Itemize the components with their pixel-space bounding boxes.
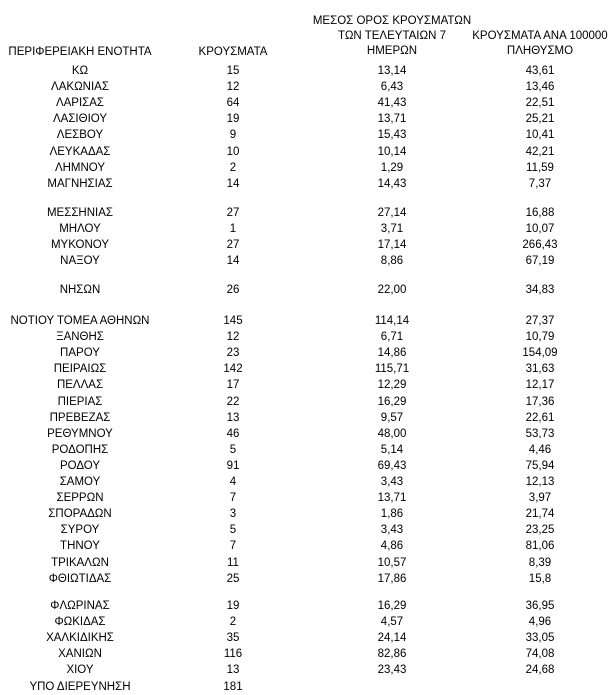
region-cell: ΚΩ: [71, 65, 89, 77]
cases-cell: 7: [229, 492, 237, 505]
region-cell: ΝΗΣΩΝ: [59, 284, 101, 296]
region-cell: ΜΑΓΝΗΣΙΑΣ: [47, 177, 113, 190]
table-row: [0, 329, 614, 345]
avg-cell: 10,57: [377, 556, 407, 569]
cases-cell: 22: [226, 395, 240, 408]
table-row: [0, 111, 614, 127]
region-cell: ΛΑΡΙΣΑΣ: [55, 97, 105, 110]
table-row: [0, 538, 614, 554]
avg-cell: 24,14: [377, 632, 407, 645]
avg-cell: 41,43: [377, 97, 407, 110]
table-row: [0, 394, 614, 410]
per100k-cell: 31,63: [525, 363, 555, 376]
table-row: [0, 237, 614, 253]
avg-cell: 8,86: [380, 255, 404, 268]
region-cell: ΣΑΜΟΥ: [59, 476, 101, 488]
table-row: [0, 490, 614, 506]
per100k-cell: 16,88: [525, 207, 555, 219]
table-row: [0, 662, 614, 678]
region-cell: ΜΥΚΟΝΟΥ: [50, 239, 110, 252]
avg-cell: 114,14: [374, 315, 410, 327]
cases-cell: 5: [229, 443, 237, 456]
header-avg-line-1: ΜΕΣΟΣ ΟΡΟΣ ΚΡΟΥΣΜΑΤΩΝ: [312, 15, 472, 27]
cases-cell: 145: [223, 315, 243, 327]
table-row: [0, 313, 614, 329]
avg-cell: 5,14: [380, 443, 404, 456]
per100k-cell: 74,08: [525, 648, 555, 661]
table-row: [0, 410, 614, 426]
avg-cell: 13,71: [377, 113, 407, 126]
per100k-cell: 12,17: [525, 379, 555, 392]
avg-cell: 3,71: [380, 223, 404, 236]
avg-cell: 82,86: [377, 648, 407, 661]
table-row: [0, 474, 614, 490]
per100k-cell: 11,59: [526, 161, 554, 174]
avg-cell: 4,86: [380, 540, 404, 553]
region-cell: ΣΥΡΟΥ: [60, 524, 100, 537]
per100k-cell: 13,46: [525, 81, 555, 94]
cases-cell: 12: [226, 81, 240, 94]
region-cell: ΧΑΝΙΩΝ: [58, 648, 102, 661]
cases-cell: 9: [229, 129, 237, 142]
avg-cell: 16,29: [377, 395, 407, 408]
avg-cell: 16,29: [377, 600, 407, 612]
table-row: [0, 522, 614, 538]
cases-cell: 19: [226, 600, 240, 612]
region-cell: ΠΕΛΛΑΣ: [56, 379, 104, 392]
region-cell: ΝΟΤΙΟΥ ΤΟΜΕΑ ΑΘΗΝΩΝ: [10, 315, 150, 327]
region-cell: ΤΗΝΟΥ: [60, 540, 100, 553]
header-per100k-line-2: ΠΛΗΘΥΣΜΟ: [506, 45, 574, 57]
per100k-cell: 17,36: [525, 395, 555, 408]
avg-cell: 15,43: [377, 129, 407, 142]
table-row: [0, 253, 614, 269]
table-row: [0, 176, 614, 192]
per100k-cell: 22,61: [525, 411, 555, 424]
region-cell: ΠΙΕΡΙΑΣ: [57, 395, 103, 408]
cases-cell: 5: [229, 524, 237, 537]
header-avg-line-2: ΤΩΝ ΤΕΛΕΥΤΑΙΩΝ 7: [338, 30, 446, 42]
per100k-cell: 27,37: [525, 315, 555, 327]
avg-cell: 14,86: [377, 347, 407, 360]
per100k-cell: 4,46: [528, 443, 552, 456]
per100k-cell: 23,25: [525, 524, 555, 537]
table-row: [0, 345, 614, 361]
per100k-cell: 4,96: [528, 616, 552, 629]
avg-cell: 3,43: [380, 524, 404, 537]
region-cell: ΧΙΟΥ: [66, 664, 94, 677]
table-row: [0, 679, 614, 695]
region-cell: ΠΕΙΡΑΙΩΣ: [53, 363, 107, 376]
cases-cell: 116: [223, 648, 243, 661]
table-row: [0, 571, 614, 587]
cases-cell: 17: [226, 379, 240, 392]
table-row: [0, 426, 614, 442]
header-per100k-line-1: ΚΡΟΥΣΜΑΤΑ ΑΝΑ 100000: [472, 30, 608, 42]
header-cases: ΚΡΟΥΣΜΑΤΑ: [198, 46, 268, 58]
cases-cell: 1: [229, 223, 237, 236]
header-avg-line-3: ΗΜΕΡΩΝ: [366, 45, 418, 57]
region-cell: ΡΟΔΟΥ: [59, 459, 101, 472]
per100k-cell: 266,43: [522, 239, 558, 252]
cases-cell: 26: [226, 284, 240, 296]
avg-cell: 22,00: [377, 284, 407, 296]
region-cell: ΜΕΣΣΗΝΙΑΣ: [46, 207, 114, 219]
per100k-cell: 21,74: [525, 508, 555, 521]
cases-cell: 14: [226, 177, 240, 190]
table-row: [0, 160, 614, 176]
per100k-cell: 34,83: [525, 284, 555, 296]
per100k-cell: 154,09: [522, 347, 558, 360]
avg-cell: 17,14: [377, 239, 407, 252]
cases-cell: 2: [229, 161, 237, 174]
table-row: [0, 127, 614, 143]
cases-cell: 12: [226, 331, 240, 344]
avg-cell: 48,00: [377, 427, 407, 440]
region-cell: ΝΑΞΟΥ: [60, 255, 100, 268]
per100k-cell: 75,94: [525, 459, 555, 472]
table-row: [0, 458, 614, 474]
region-cell: ΠΑΡΟΥ: [60, 347, 100, 360]
avg-cell: 115,71: [374, 363, 410, 376]
table-row: [0, 555, 614, 571]
region-cell: ΡΟΔΟΠΗΣ: [51, 443, 109, 456]
region-cell: ΧΑΛΚΙΔΙΚΗΣ: [46, 632, 114, 645]
table-row: [0, 646, 614, 662]
cases-cell: 25: [226, 572, 240, 585]
cases-cell: 142: [223, 363, 243, 376]
per100k-cell: 33,05: [525, 632, 555, 645]
avg-cell: 9,57: [380, 411, 404, 424]
per100k-cell: 10,41: [525, 129, 555, 142]
region-cell: ΛΕΣΒΟΥ: [56, 129, 104, 142]
cases-cell: 14: [226, 255, 240, 268]
per100k-cell: 12,13: [525, 476, 555, 488]
table-row: [0, 63, 614, 79]
cases-cell: 91: [226, 459, 240, 472]
region-cell: ΣΕΡΡΩΝ: [56, 492, 104, 505]
per100k-cell: 42,21: [525, 145, 555, 158]
cases-cell: 19: [226, 113, 240, 126]
avg-cell: 6,71: [380, 331, 404, 344]
cases-cell: 3: [229, 508, 237, 521]
cases-cell: 7: [229, 540, 237, 553]
avg-cell: 3,43: [380, 476, 404, 488]
table-row: [0, 377, 614, 393]
region-cell: ΛΑΣΙΘΙΟΥ: [52, 113, 108, 126]
per100k-cell: 24,68: [525, 664, 555, 677]
per100k-cell: 36,95: [525, 600, 555, 612]
cases-cell: 2: [229, 616, 237, 629]
cases-cell: 181: [223, 680, 243, 693]
region-cell: ΦΘΙΩΤΙΔΑΣ: [48, 572, 112, 585]
per100k-cell: 67,19: [525, 255, 555, 268]
cases-cell: 11: [227, 556, 239, 569]
table-row: [0, 614, 614, 630]
table-row: [0, 282, 614, 298]
table-row: [0, 442, 614, 458]
region-cell: ΡΕΘΥΜΝΟΥ: [47, 427, 113, 440]
per100k-cell: 25,21: [525, 113, 555, 126]
region-cell: ΤΡΙΚΑΛΩΝ: [51, 556, 109, 569]
avg-cell: 27,14: [377, 207, 407, 219]
per100k-cell: 8,39: [528, 556, 552, 569]
per100k-cell: 22,51: [525, 97, 555, 110]
region-cell: ΥΠΟ ΔΙΕΡΕΥΝΗΣΗ: [29, 680, 131, 693]
table-row: [0, 144, 614, 160]
table-row: [0, 630, 614, 646]
avg-cell: 1,86: [380, 508, 404, 521]
cases-cell: 13: [226, 411, 240, 424]
avg-cell: 13,14: [377, 65, 407, 77]
table-row: [0, 221, 614, 237]
table-row: [0, 361, 614, 377]
region-cell: ΦΛΩΡΙΝΑΣ: [50, 600, 110, 612]
cases-cell: 10: [226, 145, 240, 158]
region-cell: ΞΑΝΘΗΣ: [56, 331, 104, 344]
avg-cell: 69,43: [377, 459, 407, 472]
cases-cell: 27: [226, 239, 240, 252]
per100k-cell: 3,97: [528, 492, 552, 505]
avg-cell: 10,14: [377, 145, 407, 158]
avg-cell: 23,43: [377, 664, 407, 677]
per100k-cell: 43,61: [525, 65, 555, 77]
per100k-cell: 53,73: [525, 427, 555, 440]
per100k-cell: 7,37: [528, 177, 552, 190]
avg-cell: 4,57: [380, 616, 404, 629]
cases-cell: 4: [229, 476, 237, 488]
table-row: [0, 79, 614, 95]
per100k-cell: 10,07: [525, 223, 555, 236]
region-cell: ΛΗΜΝΟΥ: [54, 161, 106, 174]
cases-cell: 35: [226, 632, 240, 645]
table-row: [0, 598, 614, 614]
region-cell: ΣΠΟΡΑΔΩΝ: [48, 508, 112, 521]
avg-cell: 12,29: [377, 379, 407, 392]
region-cell: ΦΩΚΙΔΑΣ: [54, 616, 106, 629]
cases-cell: 46: [226, 427, 240, 440]
table-row: [0, 205, 614, 221]
region-cell: ΛΑΚΩΝΙΑΣ: [51, 81, 109, 94]
avg-cell: 6,43: [380, 81, 404, 94]
region-cell: ΠΡΕΒΕΖΑΣ: [49, 411, 111, 424]
header-per-100k: [456, 29, 614, 59]
per100k-cell: 81,06: [525, 540, 555, 553]
header-region: ΠΕΡΙΦΕΡΕΙΑΚΗ ΕΝΟΤΗΤΑ: [8, 46, 152, 58]
region-cell: ΛΕΥΚΑΔΑΣ: [49, 145, 111, 158]
cases-cell: 64: [226, 97, 240, 110]
cases-cell: 15: [226, 65, 240, 77]
per100k-cell: 10,79: [525, 331, 555, 344]
cases-cell: 13: [226, 664, 240, 677]
avg-cell: 17,86: [377, 572, 407, 585]
table-row: [0, 506, 614, 522]
avg-cell: 1,29: [380, 161, 404, 174]
cases-cell: 23: [226, 347, 240, 360]
avg-cell: 14,43: [377, 177, 407, 190]
table-row: [0, 95, 614, 111]
region-cell: ΜΗΛΟΥ: [59, 223, 101, 236]
per100k-cell: 15,8: [528, 572, 552, 585]
avg-cell: 13,71: [377, 492, 407, 505]
cases-cell: 27: [226, 207, 240, 219]
